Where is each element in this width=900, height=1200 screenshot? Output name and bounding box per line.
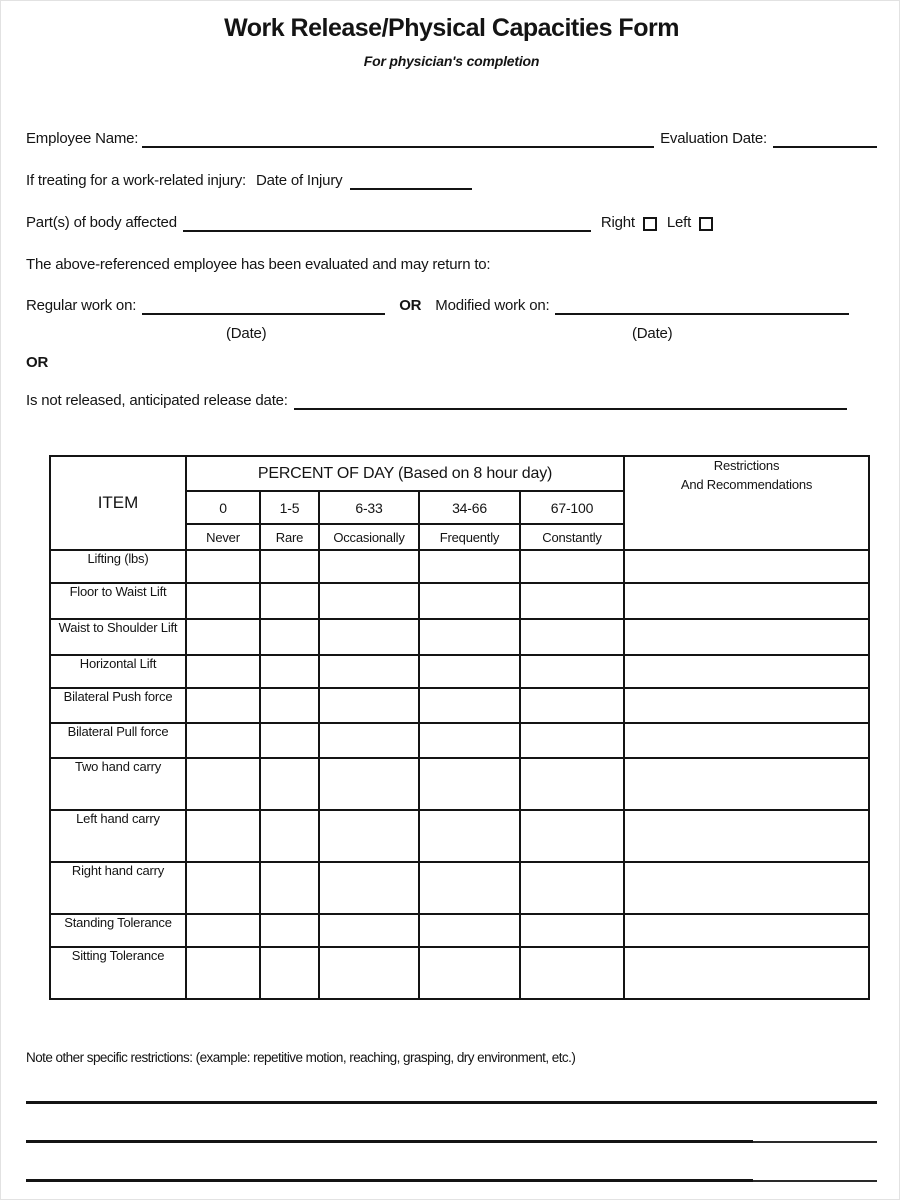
table-row	[50, 914, 869, 947]
frequency-cell[interactable]	[520, 723, 624, 758]
row-label: Horizontal Lift	[50, 655, 186, 688]
frequency-cell[interactable]	[520, 655, 624, 688]
table-row	[50, 862, 869, 914]
date-of-injury-field[interactable]	[350, 175, 472, 190]
row-label: Right hand carry	[50, 862, 186, 914]
frequency-cell[interactable]	[186, 583, 260, 619]
table-row	[50, 688, 869, 723]
frequency-label-header: Frequently	[419, 524, 520, 550]
table-row	[50, 723, 869, 758]
frequency-value-header: 34-66	[419, 491, 520, 524]
frequency-value-header: 6-33	[319, 491, 419, 524]
frequency-cell[interactable]	[419, 758, 520, 810]
frequency-cell[interactable]	[419, 583, 520, 619]
writing-line-segment	[26, 1101, 877, 1104]
frequency-cell[interactable]	[186, 550, 260, 583]
anticipated-release-date-field[interactable]	[294, 395, 847, 410]
frequency-cell[interactable]	[520, 758, 624, 810]
date-caption-row	[26, 325, 877, 344]
item-column-header: ITEM	[50, 456, 186, 550]
frequency-cell[interactable]	[520, 862, 624, 914]
frequency-value-header: 0	[186, 491, 260, 524]
left-label: Left	[666, 214, 692, 231]
frequency-label-header: Never	[186, 524, 260, 550]
frequency-cell[interactable]	[186, 688, 260, 723]
frequency-cell[interactable]	[260, 688, 319, 723]
frequency-cell[interactable]	[419, 862, 520, 914]
frequency-cell[interactable]	[319, 810, 419, 862]
frequency-cell[interactable]	[419, 655, 520, 688]
restrictions-cell[interactable]	[624, 810, 869, 862]
not-released-label: Is not released, anticipated release date:	[26, 392, 288, 409]
frequency-cell[interactable]	[319, 619, 419, 655]
treating-label: If treating for a work-related injury:	[26, 172, 246, 189]
frequency-cell[interactable]	[419, 688, 520, 723]
page-title: Work Release/Physical Capacities Form	[224, 14, 679, 42]
row-label: Waist to Shoulder Lift	[50, 619, 186, 655]
restrictions-cell[interactable]	[624, 862, 869, 914]
table-row	[50, 655, 869, 688]
evaluated-statement	[26, 255, 877, 274]
frequency-cell[interactable]	[186, 914, 260, 947]
writing-line-segment	[753, 1180, 877, 1182]
frequency-cell[interactable]	[419, 810, 520, 862]
frequency-label-header: Constantly	[520, 524, 624, 550]
frequency-cell[interactable]	[319, 688, 419, 723]
frequency-cell[interactable]	[186, 655, 260, 688]
frequency-cell[interactable]	[520, 550, 624, 583]
row-label: Lifting (lbs)	[50, 550, 186, 583]
table-row	[50, 947, 869, 999]
frequency-cell[interactable]	[319, 583, 419, 619]
frequency-label-header: Rare	[260, 524, 319, 550]
frequency-cell[interactable]	[319, 550, 419, 583]
frequency-cell[interactable]	[319, 947, 419, 999]
capacities-table	[49, 455, 870, 1000]
regular-work-label: Regular work on:	[26, 297, 137, 314]
frequency-cell[interactable]	[186, 723, 260, 758]
restrictions-cell[interactable]	[624, 688, 869, 723]
restrictions-cell[interactable]	[624, 550, 869, 583]
frequency-cell[interactable]	[520, 619, 624, 655]
frequency-cell[interactable]	[260, 862, 319, 914]
table-row	[50, 619, 869, 655]
row-label: Sitting Tolerance	[50, 947, 186, 999]
evaluation-date-label: Evaluation Date:	[660, 130, 767, 147]
percent-of-day-header: PERCENT OF DAY (Based on 8 hour day)	[186, 456, 624, 491]
injury-row	[26, 171, 877, 190]
body-affected-field[interactable]	[183, 217, 591, 232]
frequency-cell[interactable]	[260, 758, 319, 810]
or-block-label: OR	[26, 354, 49, 371]
employee-name-field[interactable]	[142, 133, 654, 148]
frequency-cell[interactable]	[260, 947, 319, 999]
frequency-cell[interactable]	[186, 619, 260, 655]
row-label: Bilateral Pull force	[50, 723, 186, 758]
restrictions-column-header	[624, 456, 869, 550]
right-checkbox[interactable]	[643, 217, 657, 231]
frequency-cell[interactable]	[186, 810, 260, 862]
right-label: Right	[600, 214, 635, 231]
not-released-row	[26, 391, 877, 410]
restrictions-cell[interactable]	[624, 619, 869, 655]
body-affected-label: Part(s) of body affected	[26, 214, 177, 231]
or-inline-label: OR	[399, 297, 422, 314]
body-affected-row	[26, 213, 877, 232]
restrictions-cell[interactable]	[624, 583, 869, 619]
frequency-value-header: 1-5	[260, 491, 319, 524]
employee-name-label: Employee Name:	[26, 130, 139, 147]
frequency-cell[interactable]	[319, 655, 419, 688]
frequency-label-header: Occasionally	[319, 524, 419, 550]
frequency-cell[interactable]	[520, 810, 624, 862]
frequency-cell[interactable]	[419, 619, 520, 655]
frequency-cell[interactable]	[419, 947, 520, 999]
row-label: Two hand carry	[50, 758, 186, 810]
frequency-value-header: 67-100	[520, 491, 624, 524]
frequency-cell[interactable]	[260, 723, 319, 758]
restrictions-cell[interactable]	[624, 758, 869, 810]
date-of-injury-label: Date of Injury	[256, 172, 343, 189]
return-to-work-row	[26, 296, 877, 315]
frequency-cell[interactable]	[260, 655, 319, 688]
table-row	[50, 550, 869, 583]
frequency-cell[interactable]	[260, 914, 319, 947]
writing-line-segment	[26, 1179, 753, 1182]
frequency-cell[interactable]	[419, 914, 520, 947]
modified-work-label: Modified work on:	[435, 297, 550, 314]
table-header-row-1	[50, 456, 869, 491]
table-row	[50, 810, 869, 862]
restrictions-header-line2: And Recommendations	[680, 476, 813, 492]
frequency-cell[interactable]	[260, 583, 319, 619]
frequency-cell[interactable]	[260, 810, 319, 862]
restrictions-cell[interactable]	[624, 655, 869, 688]
frequency-cell[interactable]	[419, 723, 520, 758]
restrictions-cell[interactable]	[624, 723, 869, 758]
row-label: Bilateral Push force	[50, 688, 186, 723]
page-subtitle: For physician's completion	[363, 53, 540, 69]
restrictions-cell[interactable]	[624, 914, 869, 947]
frequency-cell[interactable]	[520, 914, 624, 947]
table-row	[50, 583, 869, 619]
frequency-cell[interactable]	[260, 550, 319, 583]
date-caption-regular: (Date)	[226, 325, 267, 342]
frequency-cell[interactable]	[319, 862, 419, 914]
restrictions-cell[interactable]	[624, 947, 869, 999]
writing-line-3[interactable]	[26, 1179, 877, 1182]
restrictions-header-line1: Restrictions	[713, 458, 780, 473]
evaluated-statement-text: The above-referenced employee has been evaluated and may return to:	[26, 256, 491, 273]
frequency-cell[interactable]	[319, 758, 419, 810]
frequency-cell[interactable]	[186, 862, 260, 914]
frequency-cell[interactable]	[520, 947, 624, 999]
writing-line-2[interactable]	[26, 1140, 877, 1143]
employee-name-row	[26, 129, 877, 148]
evaluation-date-field[interactable]	[773, 133, 877, 148]
writing-line-segment	[26, 1140, 753, 1143]
frequency-cell[interactable]	[186, 758, 260, 810]
frequency-cell[interactable]	[186, 947, 260, 999]
row-label: Left hand carry	[50, 810, 186, 862]
frequency-cell[interactable]	[319, 723, 419, 758]
row-label: Floor to Waist Lift	[50, 583, 186, 619]
table-row	[50, 758, 869, 810]
frequency-cell[interactable]	[260, 619, 319, 655]
frequency-cell[interactable]	[520, 688, 624, 723]
frequency-cell[interactable]	[520, 583, 624, 619]
writing-line-segment	[753, 1141, 877, 1143]
regular-work-date-field[interactable]	[142, 300, 385, 315]
frequency-cell[interactable]	[319, 914, 419, 947]
modified-work-date-field[interactable]	[555, 300, 849, 315]
writing-line-1[interactable]	[26, 1101, 877, 1104]
row-label: Standing Tolerance	[50, 914, 186, 947]
left-checkbox[interactable]	[699, 217, 713, 231]
frequency-cell[interactable]	[419, 550, 520, 583]
restrictions-note: Note other specific restrictions: (example: repetitive motion, reaching, grasping, dry environment, etc.)	[26, 1050, 576, 1065]
date-caption-modified: (Date)	[632, 325, 673, 342]
